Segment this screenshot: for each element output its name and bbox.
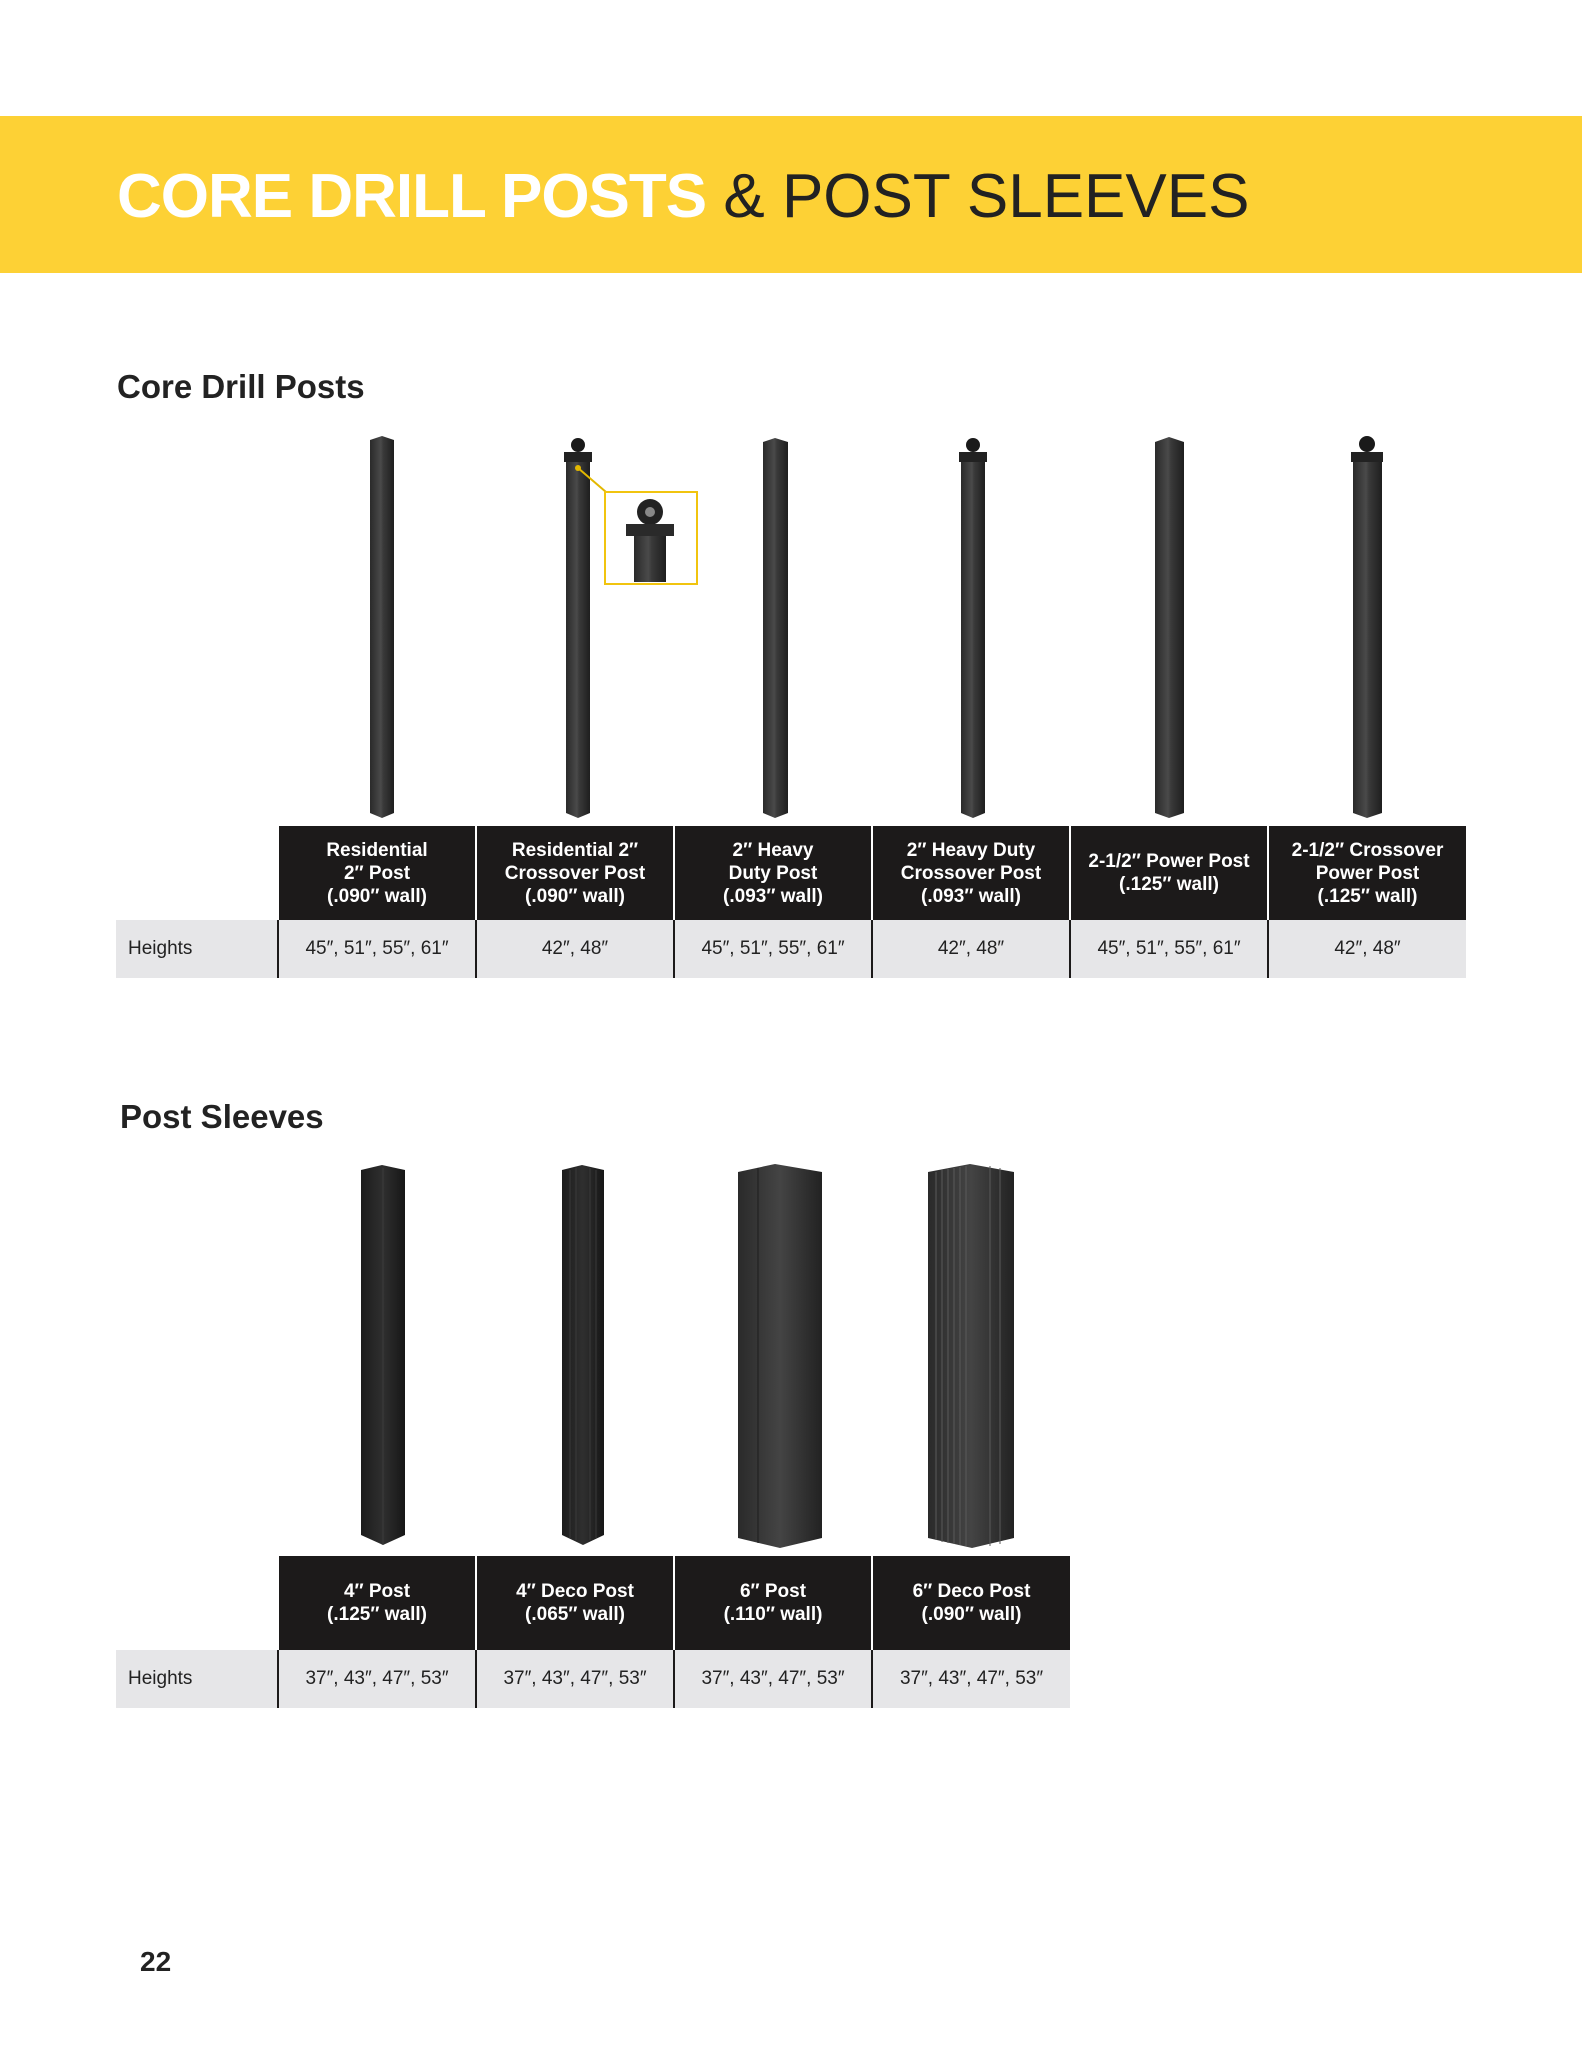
header-spacer <box>116 826 278 920</box>
col-header-6in-post: 6″ Post (.110″ wall) <box>674 1556 872 1650</box>
cell-heights: 42″, 48″ <box>476 920 674 978</box>
table-header-row <box>116 1556 1070 1650</box>
page-number: 22 <box>140 1946 172 1977</box>
core-drill-posts-title: Core Drill Posts <box>117 368 365 405</box>
cell-heights: 42″, 48″ <box>1268 920 1466 978</box>
4in-post-sleeve-image <box>361 1165 405 1545</box>
page-title-bold: CORE DRILL POSTS <box>117 162 707 231</box>
residential-post-image <box>370 436 394 818</box>
col-header-4in-post: 4″ Post (.125″ wall) <box>278 1556 476 1650</box>
heavy-duty-post-image <box>763 438 788 818</box>
crossover-cap-zoom-inset <box>605 492 697 584</box>
heavy-duty-crossover-post-image <box>959 438 987 818</box>
cell-heights: 37″, 43″, 47″, 53″ <box>278 1650 476 1708</box>
col-header-heavy-duty-crossover-post: 2″ Heavy Duty Crossover Post (.093″ wall) <box>872 826 1070 920</box>
post-sleeves-images <box>0 1150 1100 1560</box>
col-header-residential-crossover-post: Residential 2″ Crossover Post (.090″ wall) <box>476 826 674 920</box>
col-header-power-post: 2-1/2″ Power Post (.125″ wall) <box>1070 826 1268 920</box>
power-post-image <box>1155 437 1184 818</box>
row-label-heights: Heights <box>116 920 278 978</box>
col-header-4in-deco-post: 4″ Deco Post (.065″ wall) <box>476 1556 674 1650</box>
core-drill-posts-table <box>116 826 1466 978</box>
core-drill-posts-images <box>0 0 1582 830</box>
header-spacer <box>116 1556 278 1650</box>
cell-heights: 42″, 48″ <box>872 920 1070 978</box>
row-label-heights: Heights <box>116 1650 278 1708</box>
residential-crossover-post-image <box>564 438 606 818</box>
6in-post-sleeve-image <box>738 1164 822 1548</box>
col-header-residential-post: Residential 2″ Post (.090″ wall) <box>278 826 476 920</box>
cell-heights: 37″, 43″, 47″, 53″ <box>674 1650 872 1708</box>
col-header-heavy-duty-post: 2″ Heavy Duty Post (.093″ wall) <box>674 826 872 920</box>
page-title-light: & POST SLEEVES <box>723 162 1250 231</box>
post-sleeves-title: Post Sleeves <box>120 1098 324 1135</box>
cell-heights: 37″, 43″, 47″, 53″ <box>872 1650 1070 1708</box>
cell-heights: 45″, 51″, 55″, 61″ <box>278 920 476 978</box>
table-header-row <box>116 826 1466 920</box>
cell-heights: 45″, 51″, 55″, 61″ <box>1070 920 1268 978</box>
crossover-power-post-image <box>1351 436 1383 818</box>
table-row <box>116 920 1466 978</box>
cell-heights: 37″, 43″, 47″, 53″ <box>476 1650 674 1708</box>
col-header-crossover-power-post: 2-1/2″ Crossover Power Post (.125″ wall) <box>1268 826 1466 920</box>
4in-deco-post-sleeve-image <box>562 1165 604 1545</box>
table-row <box>116 1650 1070 1708</box>
post-sleeves-table <box>116 1556 1070 1708</box>
cell-heights: 45″, 51″, 55″, 61″ <box>674 920 872 978</box>
6in-deco-post-sleeve-image <box>928 1164 1014 1548</box>
col-header-6in-deco-post: 6″ Deco Post (.090″ wall) <box>872 1556 1070 1650</box>
